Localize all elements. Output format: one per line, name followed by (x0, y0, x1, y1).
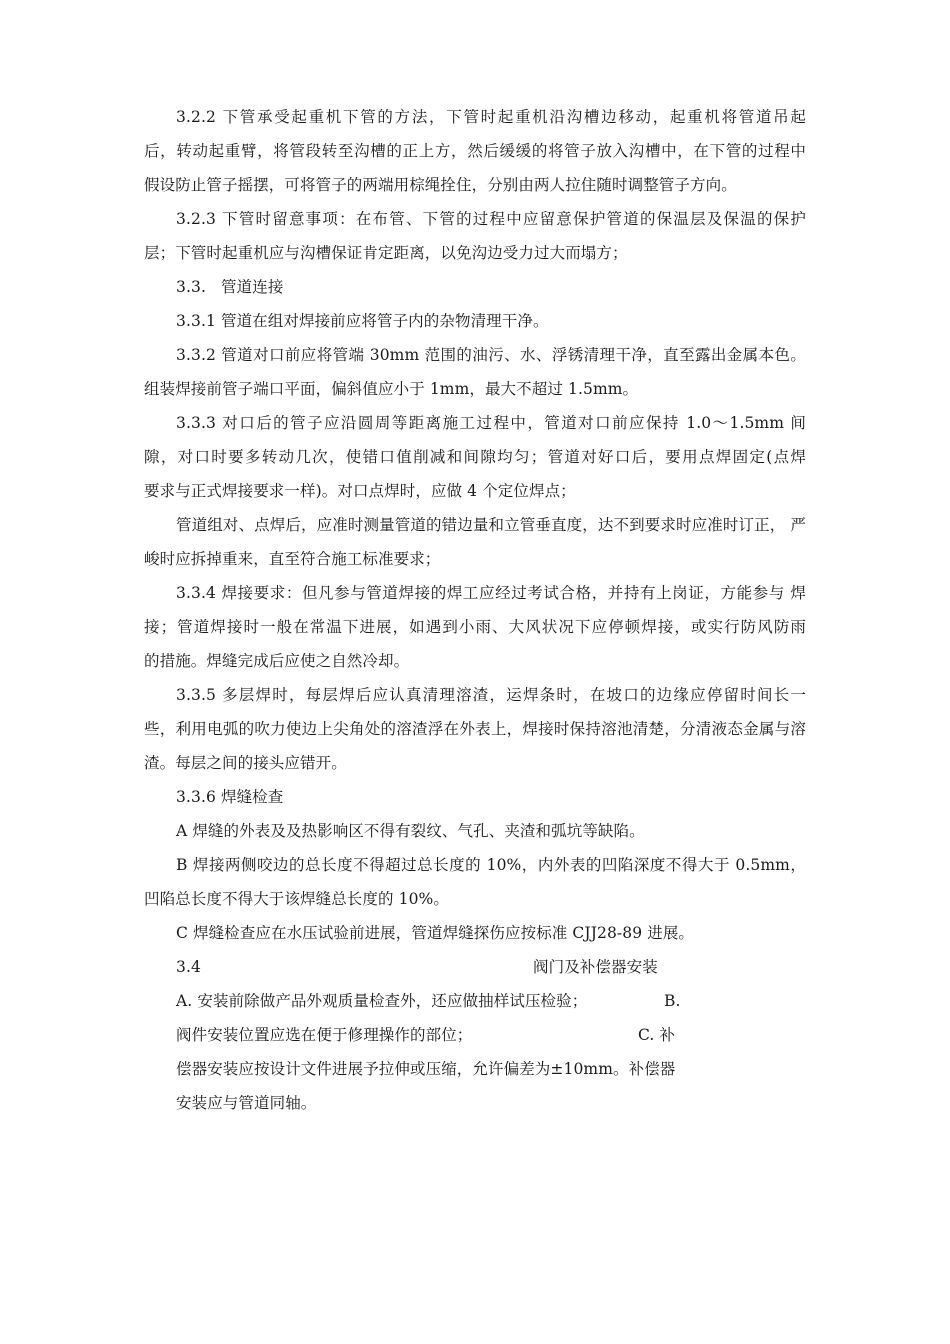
para-3-3-3-line-1: 3.3.3 对口后的管子应沿圆周等距离施工过程中，管道对口前应保持 1.0～1.5mm 间 (176, 414, 806, 432)
item-c: C 焊缝检查应在水压试验前进展，管道焊缝探伤应按标准 CJJ28-89 进展。 (176, 924, 695, 942)
valve-item-b-label: B. (664, 992, 681, 1010)
para-3-3-5-line-2: 些，利用电弧的吹力使边上尖角处的溶渣浮在外表上，焊接时保持溶池清楚，分清液态金属与溶 (144, 720, 806, 738)
para-assembly-line-1: 管道组对、点焊后，应准时测量管道的错边量和立管垂直度，达不到要求时应准时订正， 严 (176, 516, 806, 534)
valve-item-c-text-2: 安装应与管道同轴。 (176, 1094, 317, 1112)
para-3-3-3-line-3: 要求与正式焊接要求一样)。对口点焊时，应做 4 个定位焊点； (144, 482, 576, 500)
item-b-line-1: B 焊接两侧咬边的总长度不得超过总长度的 10%，内外表的凹陷深度不得大于 0.5mm， (176, 856, 806, 874)
section-3-4-title: 阀门及补偿器安装 (533, 958, 658, 976)
para-3-3-2-line-2: 组装焊接前管子端口平面，偏斜值应小于 1mm，最大不超过 1.5mm。 (144, 380, 639, 398)
para-3-3-5-line-1: 3.3.5 多层焊时，每层焊后应认真清理溶渣，运焊条时，在坡口的边缘应停留时间长一 (176, 686, 806, 704)
valve-item-a: A. 安装前除做产品外观质量检查外，还应做抽样试压检验； (176, 992, 588, 1010)
para-3-2-3-line-1: 3.2.3 下管时留意事项：在布管、下管的过程中应留意保护管道的保温层及保温的保护 (176, 210, 806, 228)
item-b-line-2: 凹陷总长度不得大于该焊缝总长度的 10%。 (144, 890, 449, 908)
valve-item-b-text: 阀件安装位置应选在便于修理操作的部位； (176, 1026, 473, 1044)
para-3-2-2-line-3: 假设防止管子摇摆，可将管子的两端用棕绳拴住，分别由两人拉住随时调整管子方向。 (144, 176, 737, 194)
para-3-2-2-line-2: 后，转动起重臂，将管段转至沟槽的正上方，然后缓缓的将管子放入沟槽中，在下管的过程中 (144, 142, 806, 160)
para-3-3-4-line-2: 接；管道焊接时一般在常温下进展，如遇到小雨、大风状况下应停顿焊接，或实行防风防雨 (144, 618, 806, 636)
para-assembly-line-2: 峻时应拆掉重来，直至符合施工标准要求； (144, 550, 441, 568)
para-3-3-4-line-3: 的措施。焊缝完成后应使之自然冷却。 (144, 652, 410, 670)
valve-item-c-text-1: 偿器安装应按设计文件进展予拉伸或压缩，允许偏差为±10mm。补偿器 (176, 1060, 676, 1078)
para-3-3-5-line-3: 渣。每层之间的接头应错开。 (144, 754, 347, 772)
para-3-3-4-line-1: 3.3.4 焊接要求：但凡参与管道焊接的焊工应经过考试合格，并持有上岗证，方能参与 焊 (176, 584, 806, 602)
para-3-3-2-line-1: 3.3.2 管道对口前应将管端 30mm 范围的油污、水、浮锈清理干净，直至露出金属本色。 (176, 346, 806, 364)
item-a: A 焊缝的外表及及热影响区不得有裂纹、气孔、夹渣和弧坑等缺陷。 (176, 822, 645, 840)
section-3-3-6-heading: 3.3.6 焊缝检查 (176, 788, 284, 806)
section-3-4-number: 3.4 (176, 958, 201, 976)
para-3-3-1: 3.3.1 管道在组对焊接前应将管子内的杂物清理干净。 (176, 312, 549, 330)
valve-item-c-label: C. 补 (638, 1026, 676, 1044)
para-3-2-2-line-1: 3.2.2 下管承受起重机下管的方法，下管时起重机沿沟槽边移动，起重机将管道吊起 (176, 108, 806, 126)
para-3-2-3-line-2: 层；下管时起重机应与沟槽保证肯定距离，以免沟边受力过大而塌方； (144, 244, 628, 262)
para-3-3-3-line-2: 隙，对口时要多转动几次，使错口值削减和间隙均匀；管道对好口后，要用点焊固定(点焊 (144, 448, 806, 466)
section-3-3-heading: 3.3. 管道连接 (176, 278, 284, 296)
